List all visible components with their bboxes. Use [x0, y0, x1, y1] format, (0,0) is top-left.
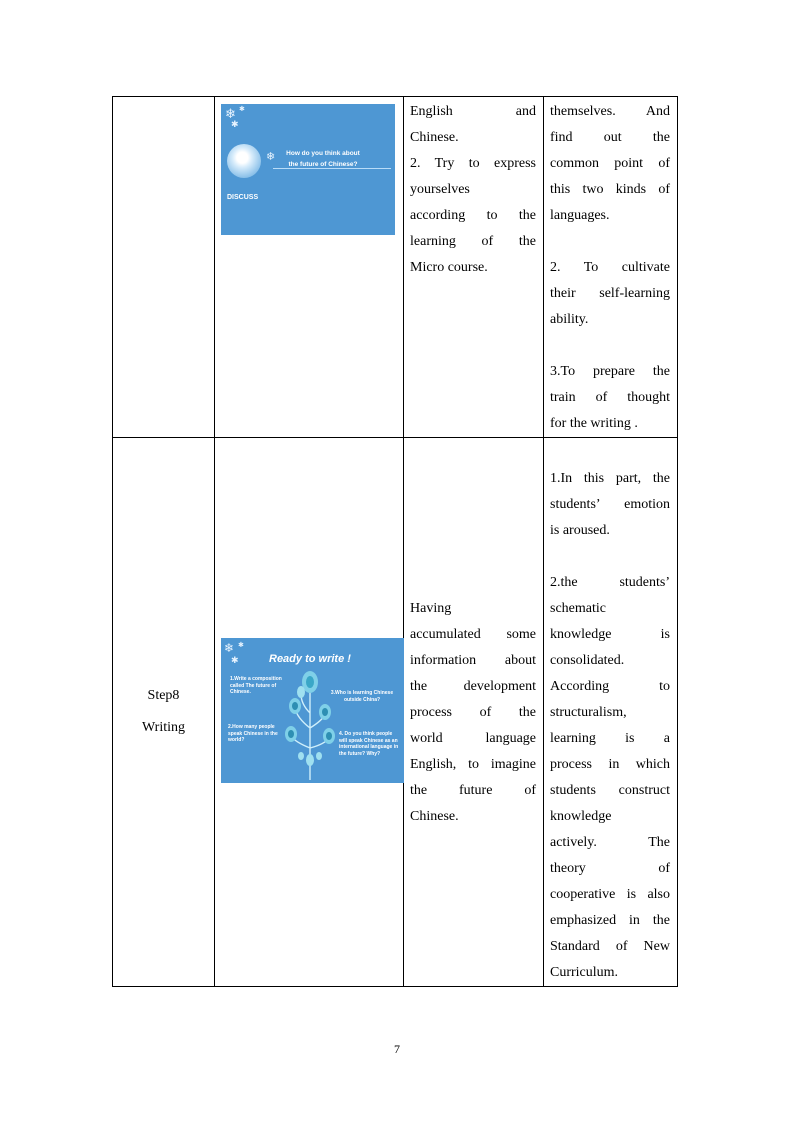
- text-line: 2. To cultivate: [550, 260, 670, 275]
- page-number: 7: [394, 1042, 400, 1056]
- activity-cell: [404, 97, 544, 438]
- step-name: Writing: [142, 720, 185, 735]
- text-line: information about: [410, 653, 536, 668]
- text-line: Chinese.: [410, 809, 459, 824]
- text-line: emphasized in the: [550, 913, 670, 928]
- text-line: Having: [410, 601, 452, 616]
- snowflake-icon: ✱: [239, 106, 245, 113]
- text-line: English and: [410, 104, 536, 119]
- writing-slide-image: [221, 638, 404, 783]
- text-line: 2.the students’: [550, 575, 670, 590]
- text-line: Standard of New: [550, 939, 670, 954]
- peacock-feather-tree-icon: [279, 668, 341, 780]
- slide-cell: [215, 438, 404, 987]
- step-cell: [113, 97, 215, 438]
- blank-line: [550, 333, 670, 359]
- text-line: Curriculum.: [550, 965, 619, 980]
- text-line: actively. The: [550, 835, 670, 850]
- blank-line: [550, 544, 670, 570]
- text-line: 2. Try to express: [410, 156, 536, 171]
- text-line: cooperative is also: [550, 887, 670, 902]
- snowflake-icon: ❄: [225, 106, 236, 121]
- slide-prompt: 2.How many people speak Chinese in the world?: [228, 724, 278, 743]
- snowflake-icon: ✱: [231, 119, 239, 129]
- text-line: consolidated.: [550, 653, 625, 668]
- slide-prompt: 3.Who is learning Chinese outside China?: [330, 690, 394, 703]
- text-line: Chinese.: [410, 130, 459, 145]
- text-line: schematic: [550, 601, 606, 616]
- step-number: Step8: [147, 688, 180, 703]
- text-line: knowledge is: [550, 627, 670, 642]
- snowflake-icon: ❄: [224, 641, 235, 655]
- activity-cell: [404, 438, 544, 987]
- text-line: according to the: [410, 208, 536, 223]
- text-line: for the writing .: [550, 416, 638, 431]
- slide-question: How do you think about the future of Chinese?: [286, 150, 360, 168]
- text-line: yourselves: [410, 182, 470, 197]
- text-line: students construct: [550, 783, 670, 798]
- text-line: theory of: [550, 861, 670, 876]
- blank-line: [550, 229, 670, 255]
- text-line: this two kinds of: [550, 182, 670, 197]
- text-line: English, to imagine: [410, 757, 536, 772]
- text-line: ability.: [550, 312, 589, 327]
- text-line: learning of the: [410, 234, 536, 249]
- slide-label: DISCUSS: [227, 194, 259, 201]
- slide-prompt: 4. Do you think people will speak Chinese as an international language in the future? Why?: [339, 731, 399, 757]
- slide-title: Ready to write !: [269, 653, 351, 665]
- table-row: [113, 97, 678, 438]
- text-line: languages.: [550, 208, 610, 223]
- text-line: 3.To prepare the: [550, 364, 670, 379]
- text-line: common point of: [550, 156, 670, 171]
- lesson-plan-table: [112, 96, 678, 987]
- text-line: 1.In this part, the: [550, 471, 670, 486]
- divider: [273, 168, 391, 169]
- text-line: structuralism,: [550, 705, 627, 720]
- purpose-cell: [544, 438, 678, 987]
- text-line: is aroused.: [550, 523, 610, 538]
- purpose-cell: [544, 97, 678, 438]
- table-row: [113, 438, 678, 987]
- snow-ornament-icon: [227, 144, 261, 178]
- text-line: their self-learning: [550, 286, 670, 301]
- text-line: themselves. And: [550, 104, 670, 119]
- snowflake-icon: ❄: [266, 151, 276, 163]
- snowflake-icon: ✱: [238, 642, 244, 649]
- slide-cell: [215, 97, 404, 438]
- text-line: the development: [410, 679, 536, 694]
- text-line: accumulated some: [410, 627, 536, 642]
- text-line: train of thought: [550, 390, 670, 405]
- text-line: process in which: [550, 757, 670, 772]
- text-line: process of the: [410, 705, 536, 720]
- slide-prompt: 1.Write a composition called The future of Chinese.: [230, 676, 282, 695]
- text-line: learning is a: [550, 731, 670, 746]
- text-line: Micro course.: [410, 260, 488, 275]
- text-line: According to: [550, 679, 670, 694]
- text-line: find out the: [550, 130, 670, 145]
- text-line: knowledge: [550, 809, 612, 824]
- discuss-slide-image: [221, 104, 395, 235]
- step-cell: [113, 438, 215, 987]
- snowflake-icon: ✱: [231, 655, 239, 665]
- text-line: students’ emotion: [550, 497, 670, 512]
- text-line: world language: [410, 731, 536, 746]
- text-line: the future of: [410, 783, 536, 798]
